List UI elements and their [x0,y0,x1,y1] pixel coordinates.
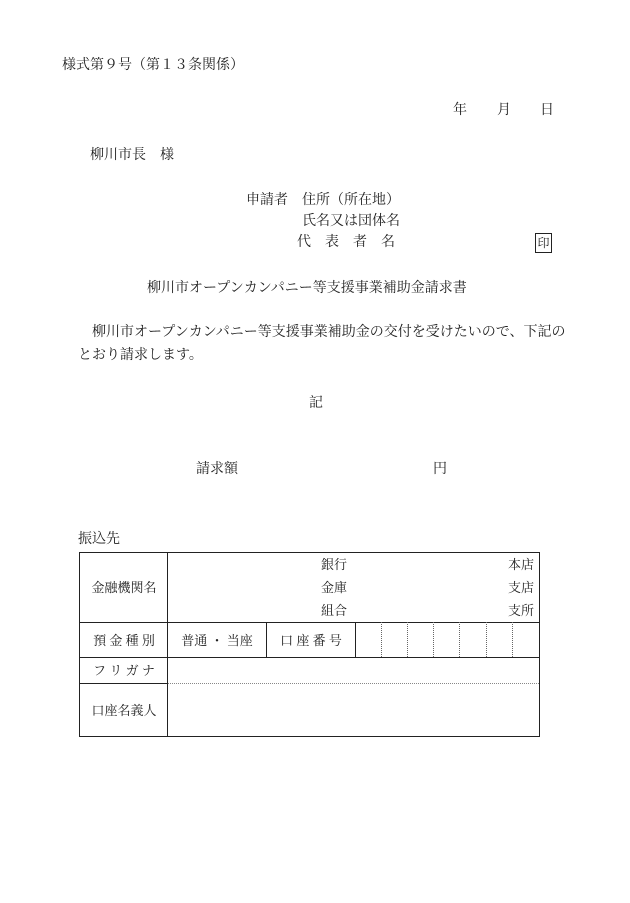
furigana-field [168,658,539,683]
account-holder-label: 口座名義人 [91,702,157,718]
form-number: 様式第９号（第１３条関係） [62,58,244,73]
body-text-line-2: とおり請求します。 [78,348,203,363]
account-number-boxes [356,623,539,657]
account-number-label: 口 座 番 号 [280,632,342,648]
date-year-label: 年 [453,103,467,118]
amount-unit: 円 [433,462,447,477]
amount-label: 請求額 [196,462,238,477]
account-type-label: 預 金 種 別 [93,632,155,648]
transfer-table [79,552,540,737]
document-title: 柳川市オープンカンパニー等支援事業補助金請求書 [147,281,467,296]
bank-label: 金融機関名 [91,580,157,595]
branch-type-branch: 支店 [508,580,535,595]
branch-type-head: 本店 [508,557,535,572]
seal-mark: 印 [535,233,552,253]
ki-heading: 記 [309,396,323,411]
bank-type-kumiai: 組合 [321,603,348,618]
applicant-name-label: 氏名又は団体名 [302,214,400,229]
representative-label: 代 表 者 名 [297,235,395,250]
account-holder-field [168,684,539,736]
addressee: 柳川市長 様 [90,148,174,163]
applicant-address-label: 申請者 住所（所在地） [246,193,400,208]
date-month-label: 月 [497,103,511,118]
furigana-label: フ リ ガ ナ [93,663,155,678]
account-type-options: 普通 ・ 当座 [181,632,253,648]
bank-type-bank: 銀行 [321,557,348,572]
date-day-label: 日 [540,103,554,118]
bank-type-shinkin: 金庫 [321,580,348,595]
transfer-heading: 振込先 [78,532,120,547]
body-text-line-1: 柳川市オープンカンパニー等支援事業補助金の交付を受けたいので、下記の [78,325,566,340]
branch-type-office: 支所 [508,603,535,618]
